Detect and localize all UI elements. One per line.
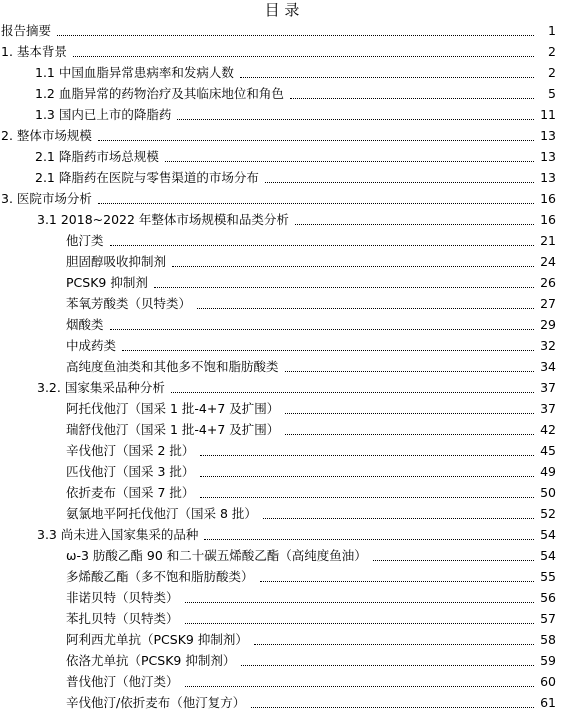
toc-entry[interactable]	[0, 692, 564, 713]
toc-entry[interactable]	[0, 482, 564, 503]
toc-entry-label: PCSK9 抑制剂	[66, 272, 150, 293]
dot-leader	[122, 350, 534, 351]
toc-entry-page-number: 21	[540, 233, 556, 248]
toc-entry-page-number: 37	[540, 380, 556, 395]
toc-entry-label: 1.1 中国血脂异常患病率和发病人数	[35, 62, 236, 83]
dot-leader	[200, 455, 534, 456]
dot-leader	[110, 329, 534, 330]
toc-entry-label: 氨氯地平阿托伐他汀（国采 8 批）	[66, 503, 259, 524]
toc-entry-label: 瑞舒伐他汀（国采 1 批-4+7 及扩围）	[66, 419, 281, 440]
dot-leader	[171, 392, 534, 393]
toc-entry-label: 2.1 降脂药在医院与零售渠道的市场分布	[35, 167, 261, 188]
toc-entry[interactable]	[0, 650, 564, 671]
toc-entry-page-number: 11	[540, 107, 556, 122]
toc-entry-page-number: 16	[540, 212, 556, 227]
toc-entry[interactable]	[0, 566, 564, 587]
toc-entry-page-number: 60	[540, 674, 556, 689]
toc-entry-page-number: 34	[540, 359, 556, 374]
toc-entry-page-number: 58	[540, 632, 556, 647]
toc-entry-label: 1. 基本背景	[1, 41, 69, 62]
toc-entry-page-number: 49	[540, 464, 556, 479]
toc-entry-label: 1.3 国内已上市的降脂药	[35, 104, 173, 125]
toc-entry-label: 依洛尤单抗（PCSK9 抑制剂）	[66, 650, 237, 671]
toc-entry-label: 阿托伐他汀（国采 1 批-4+7 及扩围）	[66, 398, 281, 419]
toc-entry[interactable]	[0, 419, 564, 440]
dot-leader	[165, 161, 534, 162]
toc-entry[interactable]	[0, 629, 564, 650]
dot-leader	[373, 560, 534, 561]
toc-entry-page-number: 26	[540, 275, 556, 290]
toc-entry[interactable]	[0, 272, 564, 293]
toc-entry[interactable]	[0, 41, 564, 62]
toc-entry-page-number: 45	[540, 443, 556, 458]
toc-entry-page-number: 24	[540, 254, 556, 269]
toc-entry[interactable]	[0, 251, 564, 272]
toc-entry[interactable]	[0, 461, 564, 482]
toc-entry-page-number: 16	[540, 191, 556, 206]
toc-entry-label: 多烯酸乙酯（多不饱和脂肪酸类）	[66, 566, 256, 587]
dot-leader	[177, 119, 534, 120]
dot-leader	[154, 287, 534, 288]
toc-entry[interactable]	[0, 146, 564, 167]
toc-entry-label: 依折麦布（国采 7 批）	[66, 482, 196, 503]
dot-leader	[197, 308, 534, 309]
toc-entry-page-number: 27	[540, 296, 556, 311]
toc-entry[interactable]	[0, 398, 564, 419]
dot-leader	[110, 245, 534, 246]
toc-entry-label: 苯氧芳酸类（贝特类）	[66, 293, 193, 314]
toc-entry-label: 2.1 降脂药市场总规模	[35, 146, 161, 167]
dot-leader	[185, 602, 534, 603]
dot-leader	[263, 518, 534, 519]
toc-entry[interactable]	[0, 293, 564, 314]
toc-entry-page-number: 61	[540, 695, 556, 710]
toc-entry[interactable]	[0, 62, 564, 83]
dot-leader	[285, 413, 534, 414]
toc-entry[interactable]	[0, 671, 564, 692]
toc-entry-label: 高纯度鱼油类和其他多不饱和脂肪酸类	[66, 356, 281, 377]
dot-leader	[185, 686, 534, 687]
toc-entry[interactable]	[0, 125, 564, 146]
dot-leader	[265, 182, 534, 183]
dot-leader	[290, 98, 534, 99]
toc-title: 目 录	[264, 1, 300, 19]
dot-leader	[285, 434, 534, 435]
table-of-contents	[0, 20, 564, 713]
toc-entry-label: 普伐他汀（他汀类）	[66, 671, 181, 692]
toc-entry-page-number: 57	[540, 611, 556, 626]
toc-entry-label: 报告摘要	[1, 20, 53, 41]
toc-entry[interactable]	[0, 524, 564, 545]
toc-entry-label: 2. 整体市场规模	[1, 125, 94, 146]
dot-leader	[73, 56, 534, 57]
toc-entry-page-number: 52	[540, 506, 556, 521]
toc-entry[interactable]	[0, 545, 564, 566]
toc-entry-page-number: 50	[540, 485, 556, 500]
toc-entry[interactable]	[0, 314, 564, 335]
dot-leader	[57, 35, 534, 36]
toc-entry[interactable]	[0, 335, 564, 356]
toc-entry-page-number: 37	[540, 401, 556, 416]
dot-leader	[251, 707, 534, 708]
toc-entry[interactable]	[0, 209, 564, 230]
toc-entry-label: 非诺贝特（贝特类）	[66, 587, 181, 608]
dot-leader	[241, 665, 534, 666]
toc-entry-page-number: 13	[540, 128, 556, 143]
toc-entry-page-number: 42	[540, 422, 556, 437]
toc-entry-page-number: 56	[540, 590, 556, 605]
toc-entry[interactable]	[0, 440, 564, 461]
toc-entry[interactable]	[0, 356, 564, 377]
toc-entry-label: 辛伐他汀/依折麦布（他汀复方）	[66, 692, 247, 713]
toc-entry[interactable]	[0, 377, 564, 398]
toc-entry-label: 苯扎贝特（贝特类）	[66, 608, 181, 629]
toc-entry-label: 中成药类	[66, 335, 118, 356]
toc-entry-page-number: 13	[540, 170, 556, 185]
dot-leader	[254, 644, 534, 645]
toc-entry[interactable]	[0, 230, 564, 251]
toc-entry-page-number: 13	[540, 149, 556, 164]
dot-leader	[200, 476, 534, 477]
toc-entry[interactable]	[0, 167, 564, 188]
toc-entry-label: 阿利西尤单抗（PCSK9 抑制剂）	[66, 629, 250, 650]
dot-leader	[240, 77, 534, 78]
dot-leader	[185, 623, 534, 624]
toc-entry-label: 3.3 尚未进入国家集采的品种	[37, 524, 200, 545]
toc-entry[interactable]	[0, 587, 564, 608]
toc-entry[interactable]	[0, 20, 564, 41]
toc-entry-page-number: 5	[548, 86, 556, 101]
toc-entry-page-number: 2	[548, 44, 556, 59]
toc-entry-label: 烟酸类	[66, 314, 106, 335]
toc-entry-page-number: 59	[540, 653, 556, 668]
toc-entry-page-number: 54	[540, 527, 556, 542]
toc-entry-page-number: 54	[540, 548, 556, 563]
dot-leader	[285, 371, 534, 372]
toc-entry-label: 1.2 血脂异常的药物治疗及其临床地位和角色	[35, 83, 286, 104]
toc-entry-label: 辛伐他汀（国采 2 批）	[66, 440, 196, 461]
dot-leader	[172, 266, 534, 267]
dot-leader	[204, 539, 534, 540]
toc-entry[interactable]	[0, 188, 564, 209]
toc-entry-label: 3. 医院市场分析	[1, 188, 94, 209]
toc-entry-label: 他汀类	[66, 230, 106, 251]
toc-entry-label: 胆固醇吸收抑制剂	[66, 251, 168, 272]
toc-entry-page-number: 2	[548, 65, 556, 80]
toc-entry[interactable]	[0, 503, 564, 524]
toc-entry[interactable]	[0, 83, 564, 104]
toc-entry[interactable]	[0, 608, 564, 629]
toc-entry-label: 3.2. 国家集采品种分析	[37, 377, 167, 398]
toc-entry[interactable]	[0, 104, 564, 125]
dot-leader	[98, 140, 534, 141]
toc-entry-label: 3.1 2018~2022 年整体市场规模和品类分析	[37, 209, 291, 230]
dot-leader	[98, 203, 534, 204]
dot-leader	[295, 224, 534, 225]
toc-entry-page-number: 32	[540, 338, 556, 353]
dot-leader	[260, 581, 534, 582]
toc-entry-label: 匹伐他汀（国采 3 批）	[66, 461, 196, 482]
toc-entry-page-number: 55	[540, 569, 556, 584]
toc-entry-page-number: 1	[548, 23, 556, 38]
toc-entry-label: ω-3 肪酸乙酯 90 和二十碳五烯酸乙酯（高纯度鱼油）	[66, 545, 369, 566]
toc-entry-page-number: 29	[540, 317, 556, 332]
dot-leader	[200, 497, 534, 498]
